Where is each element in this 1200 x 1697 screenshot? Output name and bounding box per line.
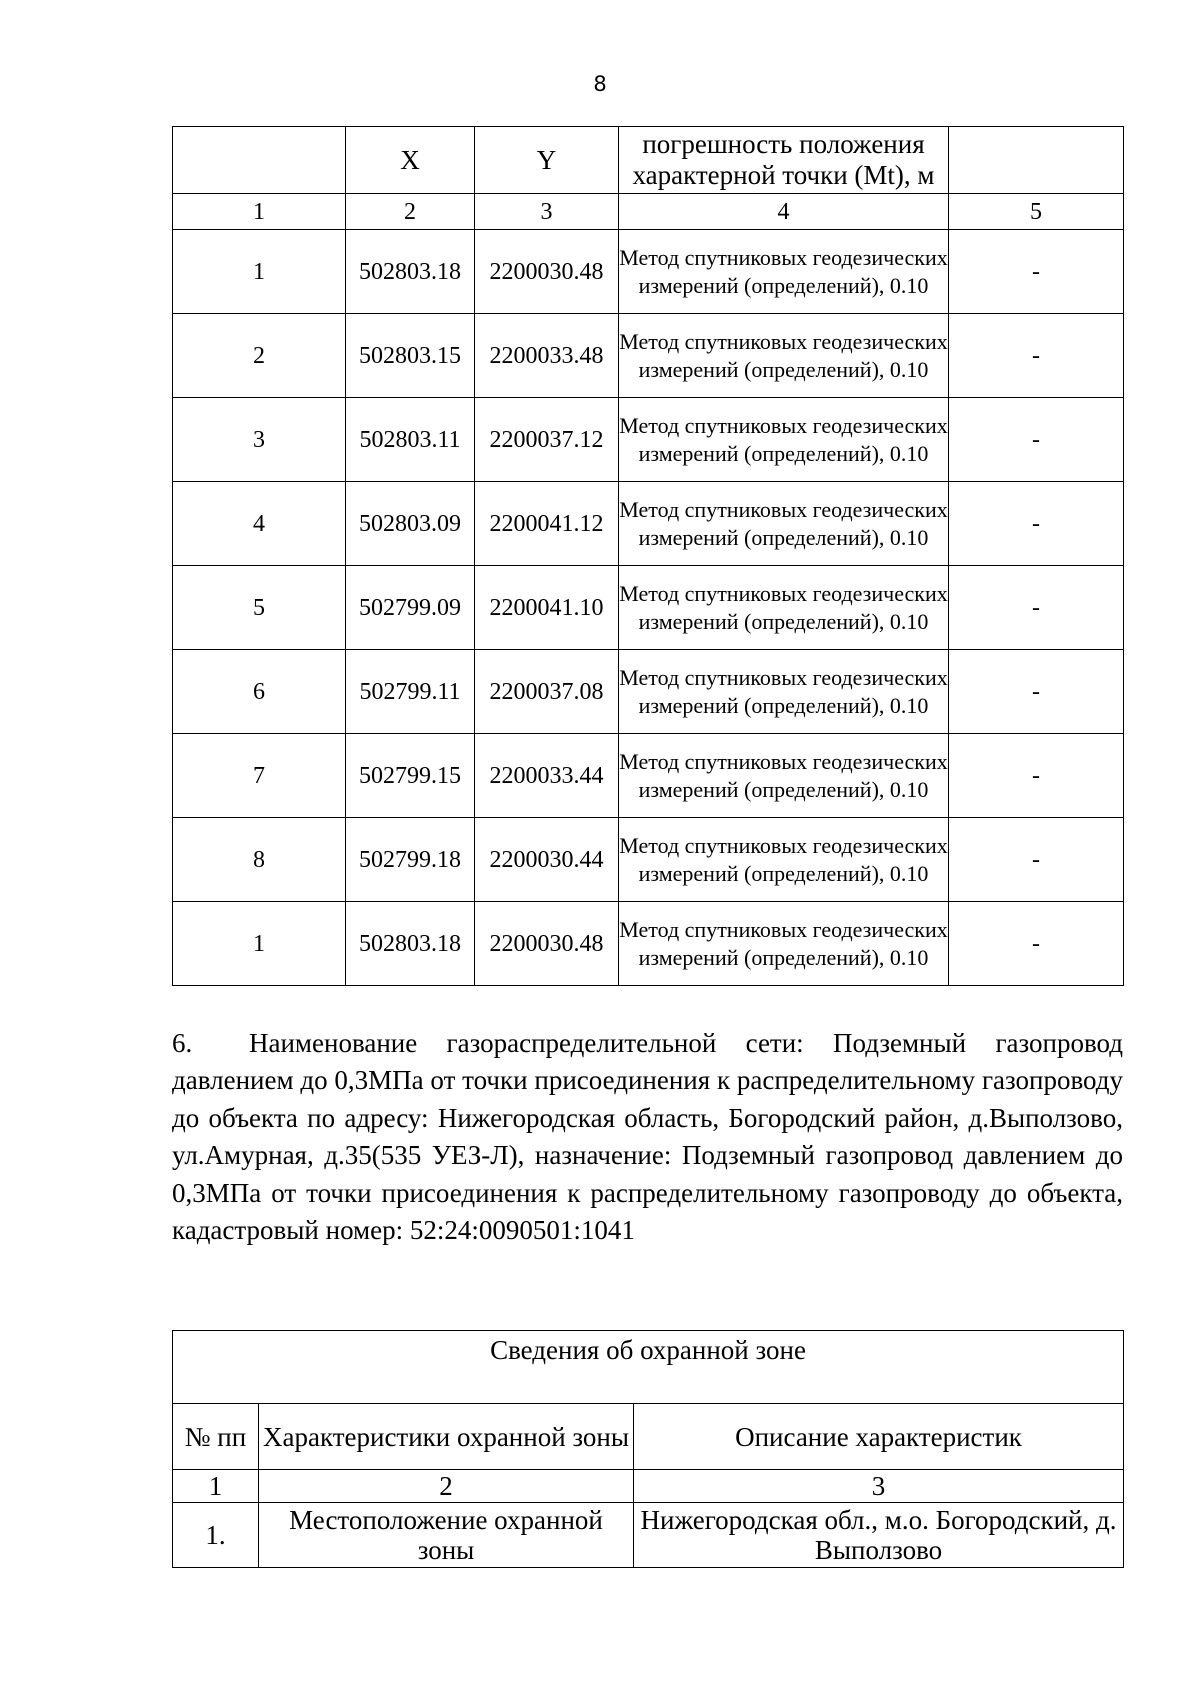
point-number-cell: 5 — [173, 566, 346, 650]
header-cell-characteristic: Характеристики охранной зоны — [259, 1404, 634, 1470]
column-number: 2 — [346, 194, 475, 230]
x-coordinate-cell: 502799.15 — [346, 734, 475, 818]
method-cell: Метод спутниковых геодезических измерений (определений), 0.10 — [619, 734, 949, 818]
note-cell: - — [949, 902, 1124, 986]
header-cell-description: Описание характеристик — [634, 1404, 1124, 1470]
y-coordinate-cell: 2200033.48 — [475, 314, 619, 398]
zone-table-title: Сведения об охранной зоне — [173, 1331, 1124, 1404]
zone-table-header-row — [173, 1404, 1124, 1470]
column-number: 1 — [173, 194, 346, 230]
method-cell: Метод спутниковых геодезических измерений (определений), 0.10 — [619, 566, 949, 650]
coordinates-table — [172, 126, 1124, 986]
method-cell: Метод спутниковых геодезических измерений (определений), 0.10 — [619, 230, 949, 314]
table-row — [173, 818, 1124, 902]
y-coordinate-cell: 2200030.48 — [475, 230, 619, 314]
table-row — [173, 314, 1124, 398]
x-coordinate-cell: 502803.18 — [346, 902, 475, 986]
x-coordinate-cell: 502803.15 — [346, 314, 475, 398]
zone-row-description: Нижегородская обл., м.о. Богородский, д. Выползово — [634, 1503, 1124, 1568]
y-coordinate-cell: 2200030.48 — [475, 902, 619, 986]
table-row — [173, 734, 1124, 818]
note-cell: - — [949, 230, 1124, 314]
method-cell: Метод спутниковых геодезических измерений (определений), 0.10 — [619, 398, 949, 482]
column-number: 5 — [949, 194, 1124, 230]
method-cell: Метод спутниковых геодезических измерений (определений), 0.10 — [619, 482, 949, 566]
section-paragraph — [172, 1025, 1123, 1249]
zone-row-number: 1. — [173, 1503, 259, 1568]
note-cell: - — [949, 482, 1124, 566]
x-coordinate-cell: 502803.11 — [346, 398, 475, 482]
table-row — [173, 1503, 1124, 1568]
y-coordinate-cell: 2200041.12 — [475, 482, 619, 566]
header-cell-x: X — [346, 127, 475, 194]
y-coordinate-cell: 2200037.12 — [475, 398, 619, 482]
table-row — [173, 566, 1124, 650]
point-number-cell: 6 — [173, 650, 346, 734]
x-coordinate-cell: 502799.18 — [346, 818, 475, 902]
header-cell-y: Y — [475, 127, 619, 194]
column-number-row — [173, 194, 1124, 230]
table-row — [173, 398, 1124, 482]
note-cell: - — [949, 650, 1124, 734]
x-coordinate-cell: 502799.09 — [346, 566, 475, 650]
header-cell-accuracy: погрешность положения характерной точки (Mt), м — [619, 127, 949, 194]
point-number-cell: 2 — [173, 314, 346, 398]
y-coordinate-cell: 2200030.44 — [475, 818, 619, 902]
zone-row-characteristic: Местоположение охранной зоны — [259, 1503, 634, 1568]
page-number: 8 — [593, 72, 607, 96]
point-number-cell: 3 — [173, 398, 346, 482]
method-cell: Метод спутниковых геодезических измерений (определений), 0.10 — [619, 818, 949, 902]
x-coordinate-cell: 502803.09 — [346, 482, 475, 566]
table-row — [173, 650, 1124, 734]
section-text: Наименование газораспределительной сети: Подземный газопровод давлением до 0,3МПа от точки присоединения к распределительному газопроводу до объекта по адресу: Нижегородская область, Богородский район, д.Выползово, ул.Амурная, д.35(535 УЕЗ-Л), назначение: Подземный газопровод давлением до 0,3МПа от точки присоединения к распределительному газопроводу до объекта, кадастровый номер: 52:24:0090501:1041 — [172, 1028, 1123, 1246]
header-cell-extra — [949, 127, 1124, 194]
point-number-cell: 1 — [173, 902, 346, 986]
column-number: 3 — [475, 194, 619, 230]
note-cell: - — [949, 566, 1124, 650]
section-number: 6. — [172, 1028, 193, 1058]
table-row — [173, 902, 1124, 986]
column-number: 3 — [634, 1470, 1124, 1503]
note-cell: - — [949, 818, 1124, 902]
zone-column-number-row — [173, 1470, 1124, 1503]
table-row — [173, 230, 1124, 314]
note-cell: - — [949, 314, 1124, 398]
column-number: 1 — [173, 1470, 259, 1503]
column-number: 2 — [259, 1470, 634, 1503]
table-header-row — [173, 127, 1124, 194]
y-coordinate-cell: 2200033.44 — [475, 734, 619, 818]
header-cell-point — [173, 127, 346, 194]
table-row — [173, 482, 1124, 566]
x-coordinate-cell: 502799.11 — [346, 650, 475, 734]
y-coordinate-cell: 2200037.08 — [475, 650, 619, 734]
note-cell: - — [949, 398, 1124, 482]
point-number-cell: 4 — [173, 482, 346, 566]
protection-zone-table — [172, 1330, 1124, 1568]
y-coordinate-cell: 2200041.10 — [475, 566, 619, 650]
header-cell-number: № пп — [173, 1404, 259, 1470]
note-cell: - — [949, 734, 1124, 818]
point-number-cell: 8 — [173, 818, 346, 902]
point-number-cell: 1 — [173, 230, 346, 314]
zone-table-title-row — [173, 1331, 1124, 1404]
column-number: 4 — [619, 194, 949, 230]
point-number-cell: 7 — [173, 734, 346, 818]
method-cell: Метод спутниковых геодезических измерений (определений), 0.10 — [619, 902, 949, 986]
method-cell: Метод спутниковых геодезических измерений (определений), 0.10 — [619, 314, 949, 398]
x-coordinate-cell: 502803.18 — [346, 230, 475, 314]
method-cell: Метод спутниковых геодезических измерений (определений), 0.10 — [619, 650, 949, 734]
